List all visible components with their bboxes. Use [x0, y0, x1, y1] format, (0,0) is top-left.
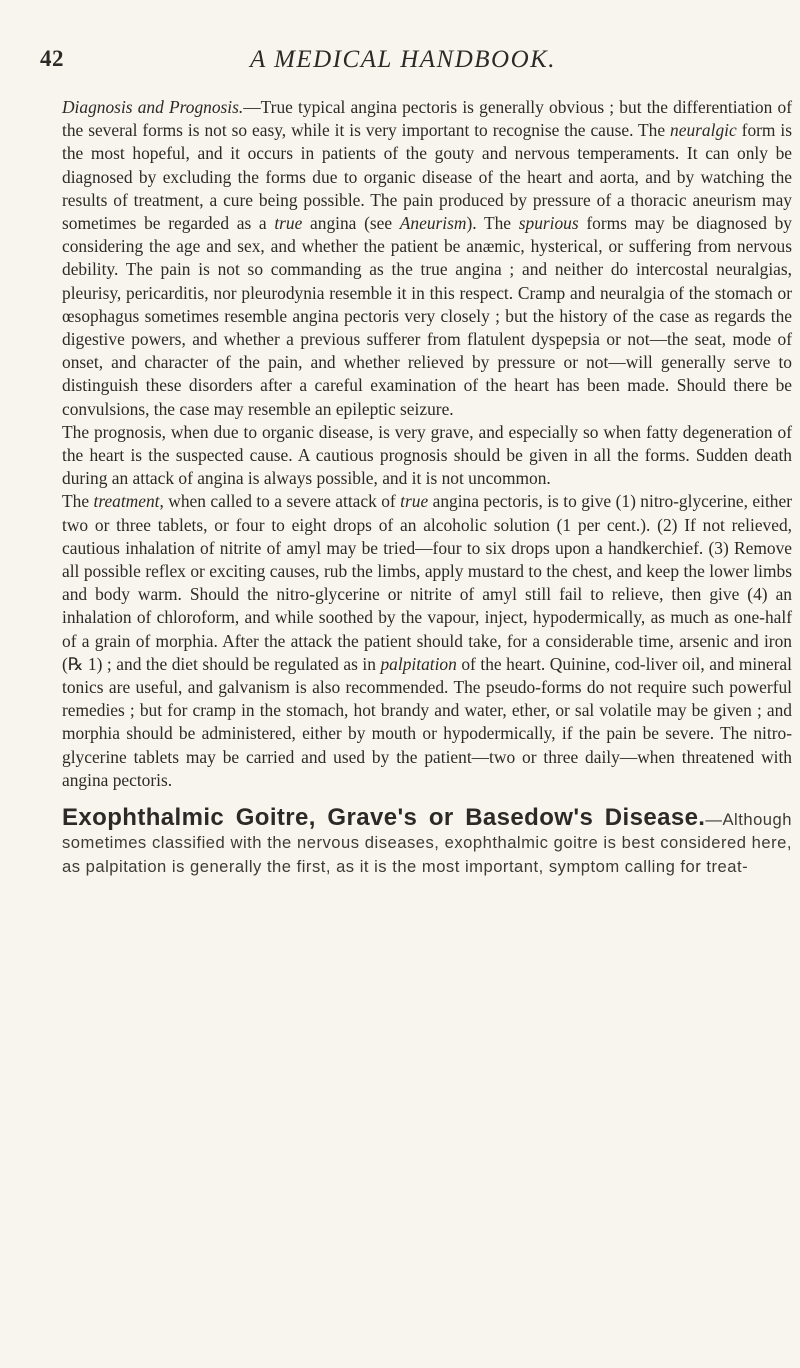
text-segment: ). The: [466, 213, 519, 234]
text-segment: of the heart. Quinine, cod-liver oil, and mineral tonics are useful, and galvanism is also recommended. The pseudo-forms do not require such powerful remedies ; but for cramp in the stomach, hot brandy and water, ether, or sal volatile may be given ; and morphia should be administered, either by mouth or hypodermically, if the pain be severe. The nitro-glycerine tablets may be carried and used by the patient—two or three daily—when threatened with angina pectoris.: [62, 653, 792, 790]
text-segment: The: [62, 491, 94, 512]
text-segment: angina (see: [302, 213, 400, 234]
section-body: —Although sometimes classified with the nervous diseases, exophthalmic goitre is best considered here, as palpitation is generally the first, as it is the most important, symptom calling for treat-: [62, 810, 792, 876]
text-segment: , when called to a severe attack of: [159, 491, 401, 512]
section-exophthalmic-goitre: [62, 806, 792, 878]
text-segment: —True typical angina pectoris is generally obvious ; but the differentiation of the several forms is not so easy, while it is very important to recognise the cause. The: [62, 97, 792, 141]
emphasis: true: [400, 491, 429, 512]
emphasis: treatment: [93, 491, 160, 512]
section-heading: Exophthalmic Goitre, Grave's or Basedow's Disease.: [62, 804, 706, 832]
page-body: [62, 96, 792, 878]
emphasis: true: [274, 213, 303, 234]
paragraph-lead: Diagnosis and Prognosis.: [62, 97, 244, 117]
page-header: [40, 46, 770, 80]
page-number: 42: [40, 46, 64, 71]
paragraph-treatment: [62, 490, 792, 792]
paragraph-diagnosis: [62, 96, 792, 421]
emphasis: spurious: [518, 213, 579, 234]
emphasis: palpitation: [380, 653, 457, 674]
text-segment: angina pectoris, is to give (1) nitro-glycerine, either two or three tablets, or four to eight drops of an alcoholic solution (1 per cent.). (2) If not relieved, cautious inhalation of nitrite of amyl may be tried—four to six drops upon a handkerchief. (3) Remove all possible reflex or exciting causes, rub the limbs, apply mustard to the chest, and keep the lower limbs and body warm. Should the nitro-glycerine or nitrite of amyl still fail to relieve, then give (4) an inhalation of chloroform, and while soothed by the vapour, inject, hypodermically, as much as one-half of a grain of morphia. After the attack the patient should take, for a considerable time, arsenic and iron (℞ 1) ; and the diet should be regulated as in: [62, 491, 792, 674]
emphasis: neuralgic: [670, 120, 737, 141]
emphasis: Aneurism: [399, 213, 467, 234]
text-segment: forms may be diagnosed by considering the age and sex, and whether the patient be anæmic, hysterical, or suffering from nervous debility. The pain is not so commanding as the true angina ; and neither do intercostal neuralgias, pleurisy, pericarditis, nor pleurodynia resemble it in this respect. Cramp and neuralgia of the stomach or œsophagus sometimes resemble angina pectoris very closely ; but the history of the case as regards the digestive powers, and whether a previous sufferer from flatulent dyspepsia or not—the seat, mode of onset, and character of the pain, and whether relieved by pressure or not—will generally serve to distinguish these disorders after a careful examination of the heart has been made. Should there be convulsions, the case may resemble an epileptic seizure.: [62, 213, 792, 419]
paragraph-prognosis: The prognosis, when due to organic disease, is very grave, and especially so when fatty degeneration of the heart is the suspected cause. A cautious prognosis should be given in all the forms. Sudden death during an attack of angina is always possible, and it is not uncommon.: [62, 421, 792, 489]
text-segment: form is the most hopeful, and it occurs in patients of the gouty and nervous temperaments. It can only be diagnosed by excluding the forms due to organic disease of the heart and aorta, and by watching the results of treatment, a cure being possible. The pain produced by pressure of a thoracic aneurism may sometimes be regarded as a: [62, 120, 792, 234]
running-title: A MEDICAL HANDBOOK.: [250, 46, 557, 73]
